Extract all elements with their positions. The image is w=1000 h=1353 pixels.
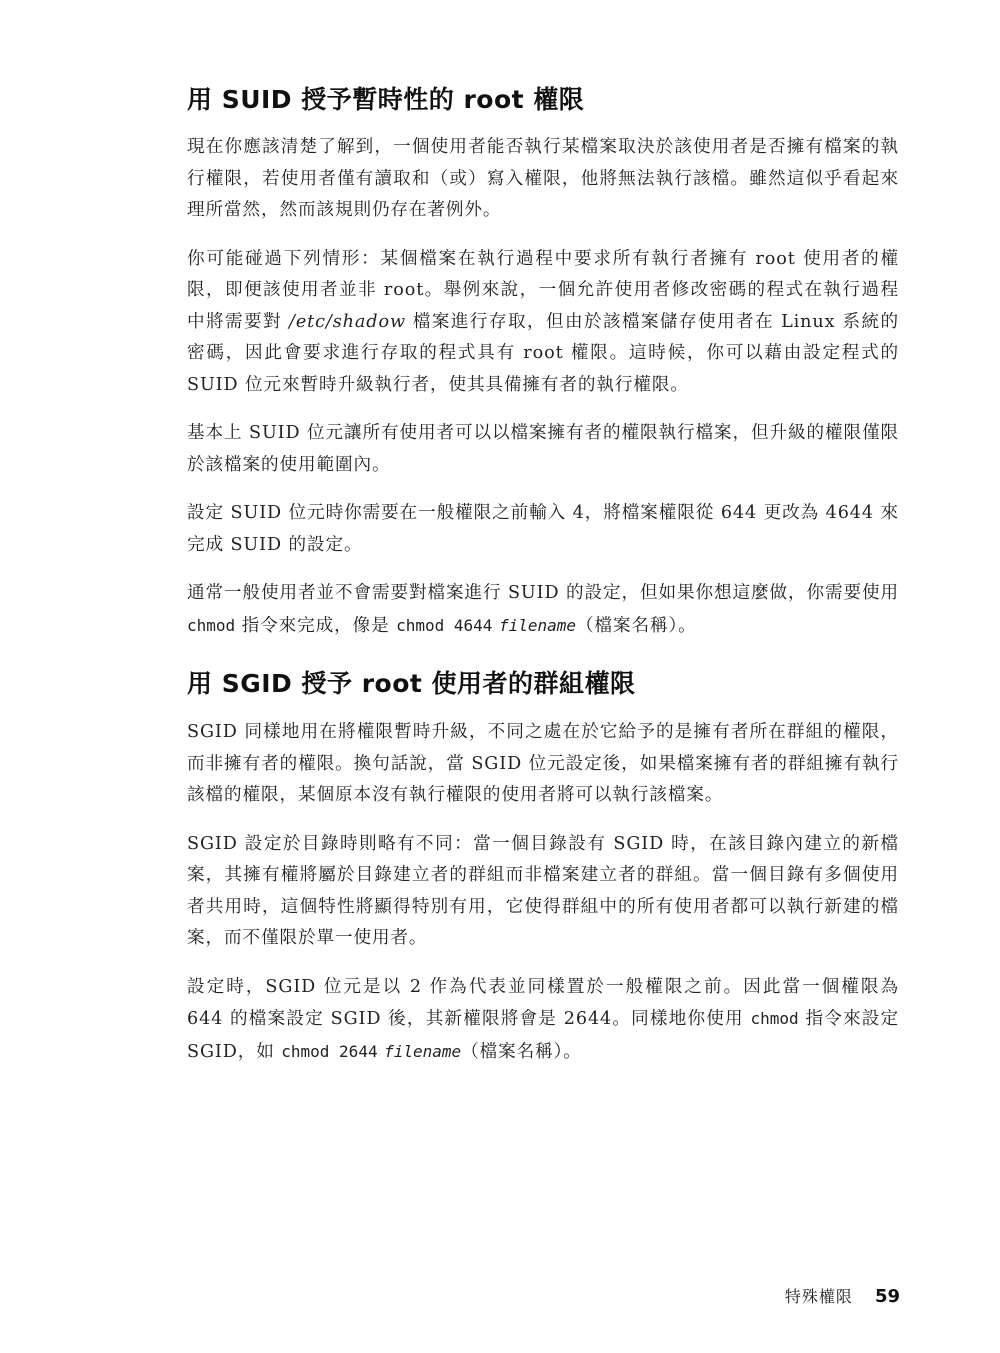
inline-code-chmod: chmod xyxy=(750,1009,799,1028)
paragraph-sgid-chmod xyxy=(187,972,899,1069)
inline-code-chmod: chmod xyxy=(187,615,236,635)
section-heading-suid: 用 SUID 授予暫時性的 root 權限 xyxy=(187,85,585,114)
paragraph-suid-basics: 基本上 SUID 位元讓所有使用者可以以檔案擁有者的權限執行檔案，但升級的權限僅限於該檔案的使用範圍內。 xyxy=(187,423,899,475)
file-path-shadow: /etc/shadow xyxy=(289,311,406,332)
page-number: 59 xyxy=(874,1286,900,1307)
text-segment: 你可能碰過下列情形：某個檔案在執行過程中要求所有執行者擁有 root 使用者的權限，即便該使用者並非 root。舉例來說，一個允許使用者修改密碼的程式在執行過程中將需要對 xyxy=(187,248,899,332)
text-segment: （檔案名稱）。 xyxy=(461,1041,582,1062)
page-footer xyxy=(700,1284,900,1307)
inline-code-filename: filename xyxy=(498,615,576,635)
text-segment: 通常一般使用者並不會需要對檔案進行 SUID 的設定，但如果你想這麼做，你需要使用 xyxy=(187,583,899,603)
page-body xyxy=(187,80,899,1068)
text-segment: 指令來完成，像是 xyxy=(235,615,397,636)
paragraph-intro: 現在你應該清楚了解到，一個使用者能否執行某檔案取決於該使用者是否擁有檔案的執行權限，若使用者僅有讀取和（或）寫入權限，他將無法執行該檔。雖然這似乎看起來理所當然，然而該規則仍存在著例外。 xyxy=(187,137,899,220)
paragraph-suid-setting: 設定 SUID 位元時你需要在一般權限之前輸入 4，將檔案權限從 644 更改為 4644 來完成 SUID 的設定。 xyxy=(187,503,899,555)
paragraph-suid-chmod xyxy=(187,578,899,642)
text-segment: （檔案名稱）。 xyxy=(576,615,697,636)
running-footer-title: 特殊權限 xyxy=(784,1287,853,1306)
paragraph-root-example xyxy=(187,244,899,402)
paragraph-sgid-intro: SGID 同樣地用在將權限暫時升級，不同之處在於它給予的是擁有者所在群組的權限，而非擁有者的權限。換句話說，當 SGID 位元設定後，如果檔案擁有者的群組擁有執行該檔的權限，某個原本沒有執行權限的使用者將可以執行該檔案。 xyxy=(187,722,899,805)
text-segment: 設定時，SGID 位元是以 2 作為代表並同樣置於一般權限之前。因此當一個權限為 644 的檔案設定 SGID 後，其新權限將會是 2644。同樣地你使用 xyxy=(187,976,899,1029)
inline-code-command: chmod 4644 xyxy=(396,615,493,635)
text-segment: 指令來設定 SGID，如 xyxy=(187,1009,899,1062)
section-heading-sgid: 用 SGID 授予 root 使用者的群組權限 xyxy=(187,669,636,698)
text-segment: 檔案進行存取，但由於該檔案儲存使用者在 Linux 系統的密碼，因此會要求進行存取的程式具有 root 權限。這時候，你可以藉由設定程式的 SUID 位元來暫時升級執行者，使其具備擁有者的執行權限。 xyxy=(187,311,899,395)
inline-code-command: chmod 2644 xyxy=(281,1041,378,1061)
paragraph-sgid-directory: SGID 設定於目錄時則略有不同：當一個目錄設有 SGID 時，在該目錄內建立的新檔案，其擁有權將屬於目錄建立者的群組而非檔案建立者的群組。當一個目錄有多個使用者共用時，這個特性將顯得特別有用，它使得群組中的所有使用者都可以執行新建的檔案，而不僅限於單一使用者。 xyxy=(187,833,899,948)
inline-code-filename: filename xyxy=(384,1041,462,1061)
